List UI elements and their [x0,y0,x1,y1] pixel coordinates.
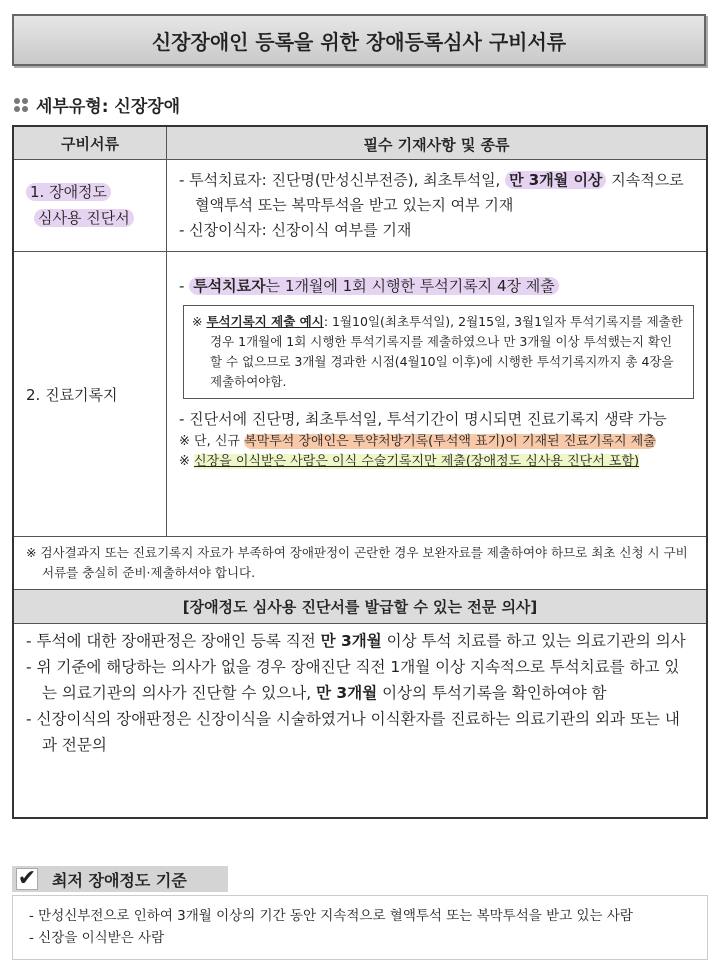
table-row-medical-records [14,252,706,537]
row-content: - 투석치료자는 1개월에 1회 시행한 투석기록지 4장 제출 ※ 투석기록지 제출 예시: 1월10일(최초투석일), 2월15일, 3월1일자 투석기록지를 제출한 경우 1개월에 1회 시행한 투석기록지를 제출하였으나 만 3개월 이상 투석했는지 확인할 수 없으므로 3개월 경과한 시점(4월10일 이후)에 시행한 투석기록지까지 총 4장을 제출하여야함. - 진단서에 진단명, 최초투석일, 투석기간이 명시되면 진료기록지 생략 가능 ※ 단, 신규 복막투석 장애인은 투약처방기록(투석액 표기)이 기재된 진료기록지 제출 ※ 신장을 이식받은 사람은 이식 수술기록지만 제출(장애정도 심사용 진단서 포함) [167,252,706,536]
example-box: ※ 투석기록지 제출 예시: 1월10일(최초투석일), 2월15일, 3월1일자 투석기록지를 제출한 경우 1개월에 1회 시행한 투석기록지를 제출하였으나 만 3개월 이상 투석했는지 확인할 수 없으므로 3개월 경과한 시점(4월10일 이후)에 시행한 투석기록지까지 총 4장을 제출하여야함. [183,305,694,399]
bullet-icon [14,98,28,112]
header-documents: 구비서류 [14,127,167,159]
list-item: - 만성신부전으로 인하여 3개월 이상의 기간 동안 지속적으로 혈액투석 또는 복막투석을 받고 있는 사람 [29,908,633,924]
doctor-list [14,627,706,758]
subtitle [14,92,180,117]
table-row-diagnosis [14,160,706,252]
documents-table [12,125,708,819]
row-content: - 투석치료자: 진단명(만성신부전증), 최초투석일, 만 3개월 이상 지속적으로 혈액투석 또는 복막투석을 받고 있는지 여부 기재 - 신장이식자: 신장이식 여부를 기재 [179,171,684,239]
page-title: 신장장애인 등록을 위한 장애등록심사 구비서류 [12,14,706,66]
list-item: - 신장이식의 장애판정은 신장이식을 시술하였거나 이식환자를 진료하는 의료기관의 외과 또는 내과 전문의 [26,709,680,754]
list-item: - 위 기준에 해당하는 의사가 없을 경우 장애진단 직전 1개월 이상 지속적으로 투석치료를 하고 있는 의료기관의 의사가 진단할 수 있으나, 만 3개월 이상의 투석기록을 확인하여야 함 [26,657,680,702]
checkmark-icon: ✔ [17,866,37,891]
row-label: 1. 장애정도 심사용 진단서 [14,160,167,251]
section-header: [장애정도 심사용 진단서를 발급할 수 있는 전문 의사] [14,590,706,624]
criteria-box [12,895,708,960]
list-item: - 신장을 이식받은 사람 [29,929,165,946]
list-item: - 투석에 대한 장애판정은 장애인 등록 직전 만 3개월 이상 투석 치료를 하고 있는 의료기관의 의사 [26,632,686,650]
note-text: ※ 검사결과지 또는 진료기록지 자료가 부족하여 장애판정이 곤란한 경우 보완자료를 제출하여야 하므로 최초 신청 시 구비서류를 충실히 준비·제출하셔야 합니다. [14,537,706,590]
table-header [14,127,706,160]
row-label: 2. 진료기록지 [14,252,167,536]
subtitle-text: 세부유형: 신장장애 [36,97,181,117]
header-requirements: 필수 기재사항 및 종류 [363,136,510,154]
criteria-header: ✔ 최저 장애정도 기준 [12,866,228,892]
